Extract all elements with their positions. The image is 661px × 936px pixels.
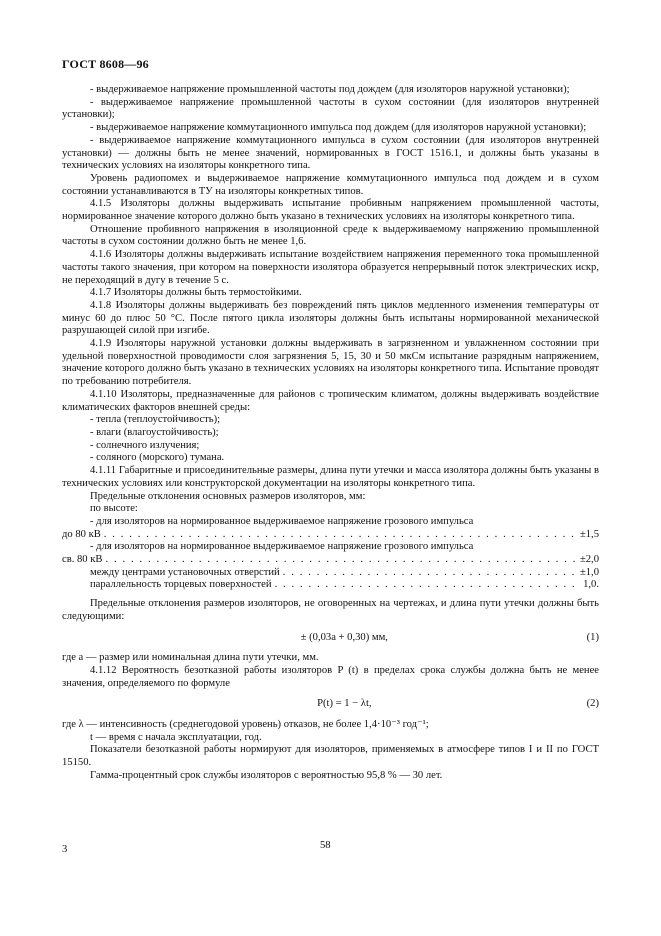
tolerance-value: 1,0. — [583, 579, 599, 591]
tolerance-label: между центрами установочных отверстий — [90, 566, 280, 578]
tolerance-value: ±1,5 — [579, 528, 599, 540]
paragraph: - выдерживаемое напряжение промышленной частоты в сухом состоянии (для изоляторов внутренней установки); — [62, 96, 599, 121]
tolerance-label: параллельность торцевых поверхностей — [90, 579, 272, 591]
tolerance-row-2 — [62, 554, 599, 567]
paragraph: - для изоляторов на нормированное выдерживаемое напряжение грозового импульса — [90, 515, 474, 527]
formula-1 — [62, 632, 599, 645]
paragraph: - выдерживаемое напряжение коммутационного импульса под дождем (для изоляторов наружной установки); — [90, 122, 587, 134]
tolerance-value: ±1,0 — [579, 566, 599, 578]
paragraph: 4.1.5 Изоляторы должны выдерживать испытание пробивным напряжением промышленной частоты, нормированное значение которого должно быть указано в технических условиях на изоляторы конкретного типа. — [62, 198, 599, 223]
paragraph: Гамма-процентный срок службы изоляторов с вероятностью 95,8 % — 30 лет. — [90, 769, 443, 781]
paragraph: по высоте: — [90, 503, 138, 515]
paragraph: где λ — интенсивность (среднегодовой уровень) отказов, не более 1,4·10⁻³ год⁻¹; — [62, 719, 429, 731]
paragraph: 4.1.6 Изоляторы должны выдерживать испытание воздействием напряжения переменного тока промышленной частоты такого значения, при котором на поверхности изолятора образуется непрерывный поток электрических искр, не переходящий в дугу в течение 5 с. — [62, 249, 599, 286]
dot-leader — [283, 567, 577, 580]
paragraph: 4.1.9 Изоляторы наружной установки должны выдерживать в загрязненном и увлажненном состоянии при удельной поверхностной проводимости слоя загрязнения 5, 15, 30 и 50 мкСм испытание разрядным напряжением, значение которого должно быть указано в технических условиях на изоляторы конкретного типа. Испытание проводят по требованию потребителя. — [62, 338, 599, 388]
page-label: 3 — [62, 844, 68, 855]
paragraph: - влаги (влагоустойчивость); — [90, 426, 219, 438]
paragraph: 4.1.10 Изоляторы, предназначенные для районов с тропическим климатом, должны выдерживать воздействие климатических факторов внешней среды: — [62, 388, 599, 413]
tolerance-row-4 — [62, 579, 599, 592]
paragraph-list — [62, 84, 599, 529]
tolerance-value: ±2,0 — [579, 554, 599, 566]
formula-expression: P(t) = 1 − λt, — [317, 698, 372, 710]
paragraph: 4.1.7 Изоляторы должны быть термостойкими. — [90, 287, 302, 299]
paragraph: Уровень радиопомех и выдерживаемое напряжение коммутационного импульса под дождем и в сухом состоянии устанавливаются в ТУ на изоляторы конкретных типов. — [62, 172, 599, 197]
dot-leader — [105, 554, 576, 567]
document-header: ГОСТ 8608—96 — [62, 57, 149, 71]
tolerance-row-3 — [62, 567, 599, 580]
paragraph: t — время с начала эксплуатации, год. — [90, 731, 262, 743]
page-number: 58 — [320, 840, 331, 851]
paragraph: - для изоляторов на нормированное выдерживаемое напряжение грозового импульса — [90, 541, 474, 553]
paragraph: 4.1.11 Габаритные и присоединительные размеры, длина пути утечки и масса изолятора должны быть указаны в технических условиях или конструкторской документации на изоляторы конкретного типа. — [62, 465, 599, 489]
paragraph: - солнечного излучения; — [90, 439, 200, 451]
formula-expression: ± (0,03a + 0,30) мм, — [300, 631, 388, 643]
paragraph: Предельные отклонения основных размеров изоляторов, мм: — [90, 490, 366, 502]
paragraph: Отношение пробивного напряжения в изоляционной среде к выдерживаемому напряжению промышленной частоты в сухом состоянии должно быть не менее 1,6. — [62, 223, 599, 248]
paragraph: - тепла (теплоустойчивость); — [90, 414, 221, 426]
tolerance-row-1 — [62, 529, 599, 542]
paragraph: 4.1.12 Вероятность безотказной работы изоляторов P (t) в пределах срока службы должна быть не менее значения, определяемого по формуле — [62, 664, 599, 689]
tolerance-label: до 80 кВ — [62, 528, 101, 540]
paragraph: Предельные отклонения размеров изоляторов, не оговоренных на чертежах, и длина пути утечки должны быть следующими: — [62, 598, 599, 622]
paragraph: - выдерживаемое напряжение коммутационного импульса в сухом состоянии (для изоляторов внутренней установки) — должны быть не менее значений, нормированных в ГОСТ 1516.1, и должны быть указаны в технических условиях на изоляторы конкретного типа. — [62, 134, 599, 172]
formula-number: (2) — [586, 698, 599, 710]
document-body — [62, 84, 599, 783]
paragraph: - соляного (морского) тумана. — [90, 452, 225, 464]
dot-leader — [275, 579, 581, 592]
paragraph: - выдерживаемое напряжение промышленной частоты под дождем (для изоляторов наружной установки); — [90, 84, 570, 95]
paragraph: 4.1.8 Изоляторы должны выдерживать без повреждений пять циклов медленного изменения температуры от минус 60 до плюс 50 °С. После пятого цикла изоляторы должны быть испытаны нормированной механической разрушающей силой при изгибе. — [62, 299, 599, 337]
paragraph: где a — размер или номинальная длина пути утечки, мм. — [62, 652, 319, 664]
formula-number: (1) — [586, 631, 599, 643]
formula-2 — [62, 698, 599, 711]
dot-leader — [104, 529, 577, 542]
tolerance-label: св. 80 кВ — [62, 554, 103, 566]
paragraph: Показатели безотказной работы нормируют для изоляторов, применяемых в атмосфере типов I и II по ГОСТ 15150. — [62, 744, 599, 769]
